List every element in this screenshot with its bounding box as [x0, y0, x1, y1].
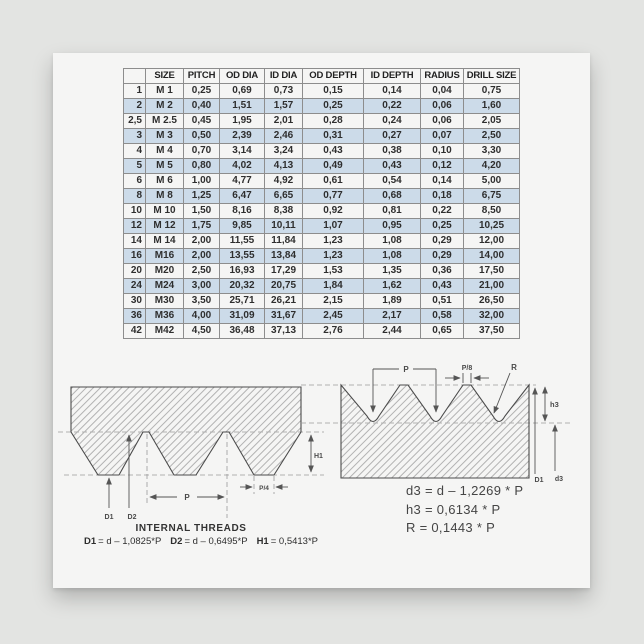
table-cell: 0,14 [421, 174, 464, 189]
table-cell: 0,40 [184, 99, 220, 114]
table-row [124, 279, 520, 294]
table-cell: 1,60 [464, 99, 520, 114]
formula-d1 [84, 536, 161, 547]
table-cell: 0,92 [303, 204, 364, 219]
table-header-row [124, 69, 520, 84]
table-cell: 1,08 [364, 249, 421, 264]
table-cell: 10,11 [265, 219, 303, 234]
table-cell: 0,28 [303, 114, 364, 129]
table-cell: M 12 [146, 219, 184, 234]
table-cell: 2,17 [364, 309, 421, 324]
table-cell: 0,06 [421, 99, 464, 114]
table-cell: 3,50 [184, 294, 220, 309]
table-cell: 6,65 [265, 189, 303, 204]
table-cell: 2,39 [220, 129, 265, 144]
table-cell: 0,69 [220, 84, 265, 99]
table-cell: 3,24 [265, 144, 303, 159]
table-cell: 0,43 [303, 144, 364, 159]
table-cell: 1,07 [303, 219, 364, 234]
table-cell: 0,25 [184, 84, 220, 99]
row-number-cell: 10 [124, 204, 146, 219]
table-cell: 10,25 [464, 219, 520, 234]
table-cell: 0,14 [364, 84, 421, 99]
row-number-cell: 2 [124, 99, 146, 114]
table-cell: 0,43 [421, 279, 464, 294]
table-row [124, 204, 520, 219]
table-cell: 8,38 [265, 204, 303, 219]
header-id-dia: ID DIA [265, 69, 303, 84]
table-cell: 17,50 [464, 264, 520, 279]
d2-label: D2 [127, 514, 137, 521]
formula-h1-name: H1 [256, 536, 269, 547]
table-row [124, 84, 520, 99]
table-row [124, 249, 520, 264]
table-cell: 0,80 [184, 159, 220, 174]
table-cell: 12,00 [464, 234, 520, 249]
row-number-cell: 6 [124, 174, 146, 189]
table-cell: 0,29 [421, 234, 464, 249]
table-cell: 26,21 [265, 294, 303, 309]
row-number-cell: 4 [124, 144, 146, 159]
formula-d2 [170, 536, 247, 547]
table-cell: M36 [146, 309, 184, 324]
table-cell: 0,43 [364, 159, 421, 174]
table-cell: 2,76 [303, 324, 364, 339]
table-cell: 1,89 [364, 294, 421, 309]
table-cell: 0,27 [364, 129, 421, 144]
table-row [124, 309, 520, 324]
table-row [124, 324, 520, 339]
table-cell: M16 [146, 249, 184, 264]
table-cell: 2,46 [265, 129, 303, 144]
thread-chart-card [53, 53, 590, 588]
table-cell: 1,84 [303, 279, 364, 294]
table-cell: 1,51 [220, 99, 265, 114]
table-cell: 25,71 [220, 294, 265, 309]
row-number-cell: 5 [124, 159, 146, 174]
table-cell: 0,25 [303, 99, 364, 114]
table-cell: 0,04 [421, 84, 464, 99]
table-cell: M24 [146, 279, 184, 294]
row-number-cell: 3 [124, 129, 146, 144]
table-cell: 0,25 [421, 219, 464, 234]
table-cell: 1,50 [184, 204, 220, 219]
table-cell: M 6 [146, 174, 184, 189]
d3-label: d3 [554, 476, 564, 483]
table-row [124, 144, 520, 159]
formula-d1-name: D1 [84, 536, 97, 547]
table-cell: 0,18 [421, 189, 464, 204]
table-cell: 1,25 [184, 189, 220, 204]
r-label: R [511, 363, 517, 372]
internal-threads-title: INTERNAL THREADS [135, 523, 247, 534]
table-row [124, 159, 520, 174]
internal-thread-formulas [53, 536, 349, 547]
formula-h3: h3 = 0,6134 * P [406, 501, 501, 517]
formula-d2-name: D2 [170, 536, 183, 547]
table-cell: 1,23 [303, 234, 364, 249]
table-cell: 2,05 [464, 114, 520, 129]
table-cell: 0,75 [464, 84, 520, 99]
row-number-cell: 12 [124, 219, 146, 234]
table-cell: 0,77 [303, 189, 364, 204]
table-cell: 0,12 [421, 159, 464, 174]
table-cell: 16,93 [220, 264, 265, 279]
table-row [124, 234, 520, 249]
p-label: P [184, 493, 190, 502]
table-cell: 4,00 [184, 309, 220, 324]
row-number-cell: 30 [124, 294, 146, 309]
table-cell: 0,50 [184, 129, 220, 144]
h3-label: h3 [550, 400, 559, 409]
d1-label: D1 [534, 477, 544, 484]
table-cell: 3,00 [184, 279, 220, 294]
p-label: P [403, 365, 409, 374]
table-cell: 2,44 [364, 324, 421, 339]
table-cell: 0,29 [421, 249, 464, 264]
formula-h1 [257, 536, 318, 547]
table-cell: 8,50 [464, 204, 520, 219]
table-cell: 4,50 [184, 324, 220, 339]
table-cell: 0,31 [303, 129, 364, 144]
table-cell: 2,50 [184, 264, 220, 279]
row-number-cell: 16 [124, 249, 146, 264]
table-cell: 0,10 [421, 144, 464, 159]
table-cell: 4,13 [265, 159, 303, 174]
header-od-depth: OD DEPTH [303, 69, 364, 84]
table-cell: 31,67 [265, 309, 303, 324]
table-cell: 4,92 [265, 174, 303, 189]
table-cell: 0,38 [364, 144, 421, 159]
table-cell: M 3 [146, 129, 184, 144]
table-cell: 8,16 [220, 204, 265, 219]
metric-thread-table [123, 68, 520, 339]
table-cell: M 2 [146, 99, 184, 114]
table-cell: M20 [146, 264, 184, 279]
table-cell: 0,65 [421, 324, 464, 339]
table-row [124, 189, 520, 204]
table-cell: 1,57 [265, 99, 303, 114]
table-cell: 1,53 [303, 264, 364, 279]
r-leader [494, 373, 510, 413]
table-cell: 20,32 [220, 279, 265, 294]
table-cell: 0,81 [364, 204, 421, 219]
table-cell: 9,85 [220, 219, 265, 234]
table-cell: 21,00 [464, 279, 520, 294]
table-cell: 3,30 [464, 144, 520, 159]
table-cell: 1,95 [220, 114, 265, 129]
table-cell: M 1 [146, 84, 184, 99]
table-cell: M 10 [146, 204, 184, 219]
header-radius: RADIUS [421, 69, 464, 84]
table-cell: 2,45 [303, 309, 364, 324]
external-thread-formulas [406, 482, 523, 538]
d1-label: D1 [104, 514, 114, 521]
external-thread-diagram [301, 360, 591, 490]
table-cell: 0,70 [184, 144, 220, 159]
table-cell: M30 [146, 294, 184, 309]
formula-h1-expr: = 0,5413*P [270, 536, 318, 547]
table-row [124, 129, 520, 144]
table-cell: 11,84 [265, 234, 303, 249]
row-number-cell: 2,5 [124, 114, 146, 129]
table-cell: 1,08 [364, 234, 421, 249]
header-size: SIZE [146, 69, 184, 84]
row-number-cell: 24 [124, 279, 146, 294]
table-cell: M42 [146, 324, 184, 339]
table-cell: 26,50 [464, 294, 520, 309]
table-cell: 0,06 [421, 114, 464, 129]
header-blank [124, 69, 146, 84]
formula-d1-expr: = d – 1,0825*P [98, 536, 162, 547]
table-row [124, 114, 520, 129]
p8-label: P/8 [461, 365, 473, 372]
table-cell: 20,75 [265, 279, 303, 294]
row-number-cell: 36 [124, 309, 146, 324]
table-cell: 5,00 [464, 174, 520, 189]
header-id-depth: ID DEPTH [364, 69, 421, 84]
table-cell: 0,36 [421, 264, 464, 279]
table-cell: 4,77 [220, 174, 265, 189]
table-cell: 13,84 [265, 249, 303, 264]
table-cell: 11,55 [220, 234, 265, 249]
table-cell: 2,00 [184, 249, 220, 264]
header-od-dia: OD DIA [220, 69, 265, 84]
table-cell: 0,49 [303, 159, 364, 174]
table-cell: M 8 [146, 189, 184, 204]
table-cell: 32,00 [464, 309, 520, 324]
table-cell: 2,01 [265, 114, 303, 129]
table-cell: 3,14 [220, 144, 265, 159]
table-row [124, 99, 520, 114]
table-cell: 0,22 [364, 99, 421, 114]
table-cell: M 14 [146, 234, 184, 249]
internal-thread-profile [71, 387, 301, 475]
row-number-cell: 8 [124, 189, 146, 204]
table-cell: 0,54 [364, 174, 421, 189]
row-number-cell: 1 [124, 84, 146, 99]
table-cell: 0,24 [364, 114, 421, 129]
table-cell: 2,15 [303, 294, 364, 309]
table-cell: 1,00 [184, 174, 220, 189]
table-cell: 0,51 [421, 294, 464, 309]
table-cell: M 2.5 [146, 114, 184, 129]
table-row [124, 174, 520, 189]
table-cell: 6,47 [220, 189, 265, 204]
table-cell: 4,02 [220, 159, 265, 174]
formula-d3: d3 = d – 1,2269 * P [406, 483, 524, 498]
table-cell: 0,61 [303, 174, 364, 189]
formula-d2-expr: = d – 0,6495*P [184, 536, 248, 547]
table-cell: 1,62 [364, 279, 421, 294]
table-cell: 0,22 [421, 204, 464, 219]
table-cell: 0,07 [421, 129, 464, 144]
table-row [124, 264, 520, 279]
table-cell: 13,55 [220, 249, 265, 264]
table-cell: 6,75 [464, 189, 520, 204]
row-number-cell: 20 [124, 264, 146, 279]
row-number-cell: 42 [124, 324, 146, 339]
table-cell: 0,58 [421, 309, 464, 324]
header-pitch: PITCH [184, 69, 220, 84]
table-cell: 0,15 [303, 84, 364, 99]
table-cell: 14,00 [464, 249, 520, 264]
external-thread-profile [341, 385, 529, 478]
table-cell: 0,45 [184, 114, 220, 129]
table-row [124, 219, 520, 234]
table-cell: 2,50 [464, 129, 520, 144]
table-cell: 1,35 [364, 264, 421, 279]
table-cell: 0,68 [364, 189, 421, 204]
p4-label: P/4 [259, 485, 269, 492]
table-cell: 31,09 [220, 309, 265, 324]
table-body [124, 84, 520, 339]
row-number-cell: 14 [124, 234, 146, 249]
table-cell: 2,00 [184, 234, 220, 249]
table-row [124, 294, 520, 309]
table-cell: 0,73 [265, 84, 303, 99]
table-cell: 1,75 [184, 219, 220, 234]
table-cell: M 5 [146, 159, 184, 174]
h1-label: H1 [314, 453, 323, 460]
header-drill-size: DRILL SIZE [464, 69, 520, 84]
table-cell: 17,29 [265, 264, 303, 279]
formula-r: R = 0,1443 * P [406, 520, 496, 535]
table-cell: 36,48 [220, 324, 265, 339]
table-cell: 37,13 [265, 324, 303, 339]
table-cell: 1,23 [303, 249, 364, 264]
table-cell: 0,95 [364, 219, 421, 234]
table-cell: 4,20 [464, 159, 520, 174]
internal-thread-diagram [56, 372, 326, 522]
table-cell: 37,50 [464, 324, 520, 339]
table-cell: M 4 [146, 144, 184, 159]
